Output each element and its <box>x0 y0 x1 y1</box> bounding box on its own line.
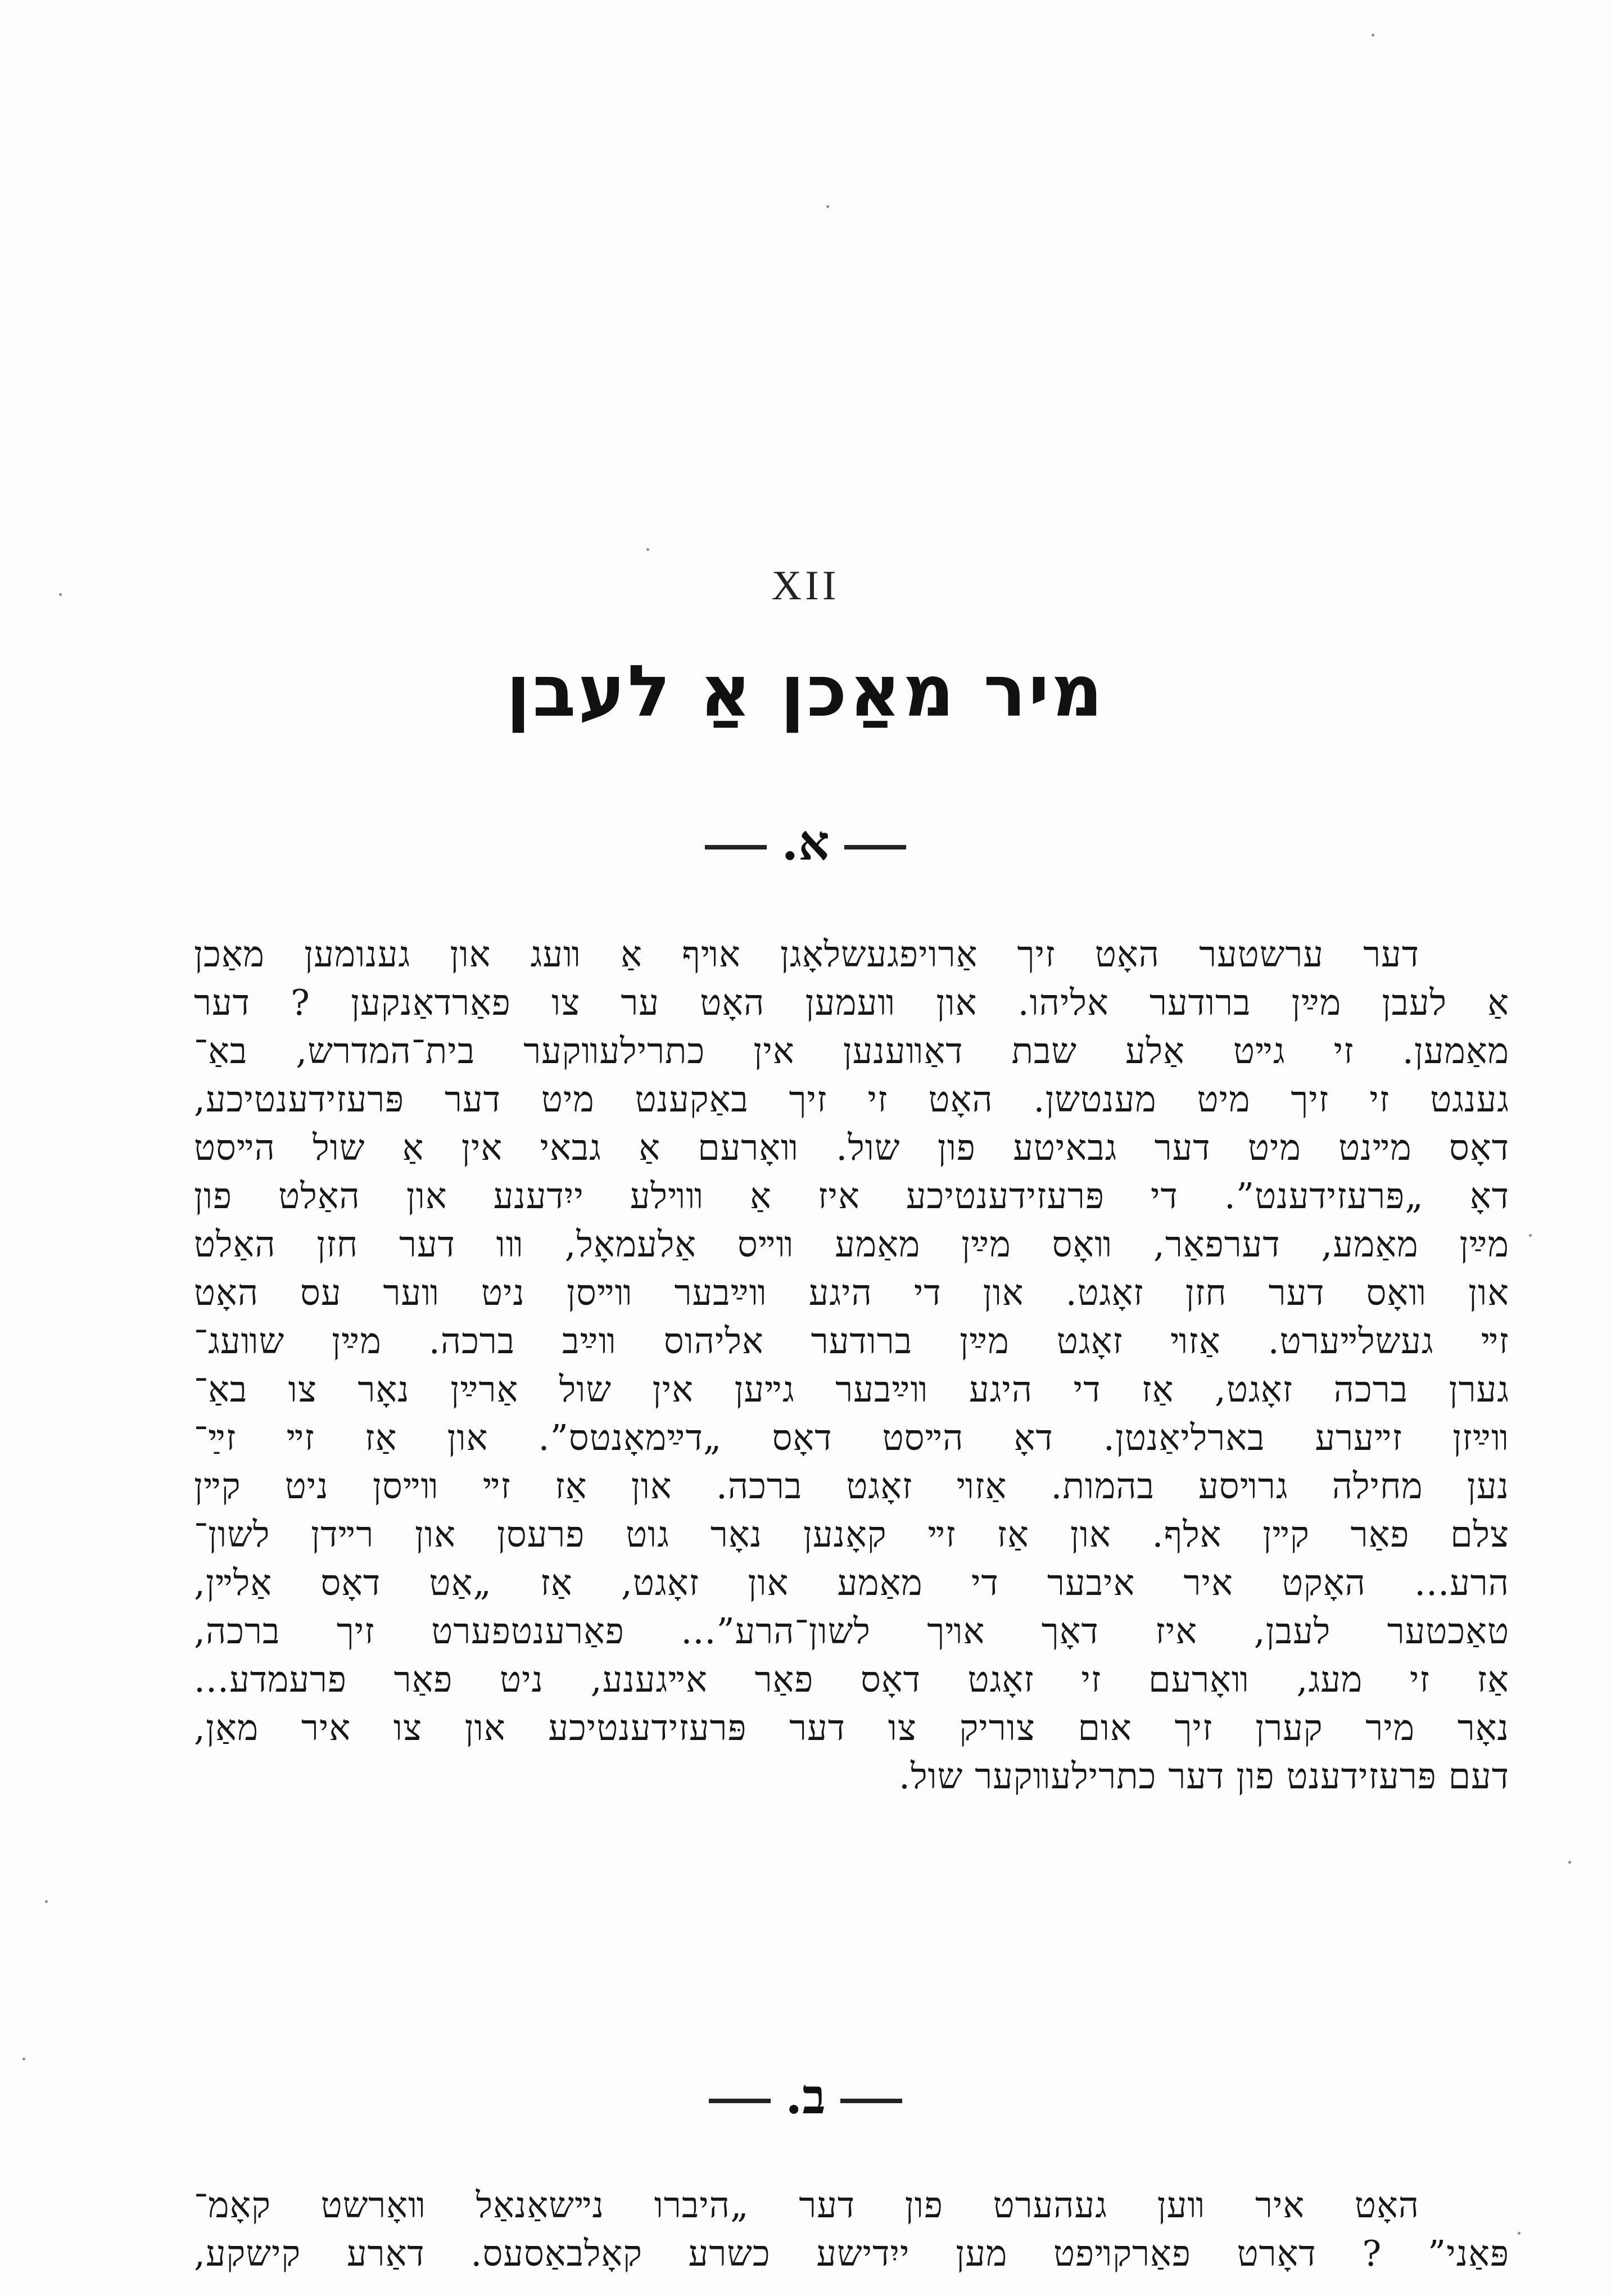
section-marker-b <box>0 2069 1611 2125</box>
text-line: נען מחילה גרױסע בהמות. אַזױ זאָגט ברכה. און אַז זײ װײסן ניט קײן <box>194 1466 1509 1507</box>
scan-speck <box>1372 34 1374 37</box>
scan-speck <box>1529 1234 1532 1237</box>
scan-speck <box>646 548 649 551</box>
paragraph-section-a <box>194 930 1509 1801</box>
text-line: דער ערשטער האָט זיך אַרויפגעשלאָגן אױף אַ װעג און גענומען מאַכן <box>194 934 1419 975</box>
marker-dash <box>844 845 906 849</box>
text-line: אַ לעבן מײַן ברודער אליהו. און װעמען האָט ער צו פאַרדאַנקען ? דער <box>194 982 1509 1023</box>
text-line: אַז זי מעג, װאָרעם זי זאָגט דאָס פאַר אײגענע, ניט פאַר פרעמדע... <box>194 1659 1509 1700</box>
text-line: פּאַני” ? דאָרט פאַרקױפט מען ייִדישע כשרע קאָלבאַסעס. דאַרע קישקע, <box>194 2233 1509 2274</box>
section-marker-label: א. <box>781 815 830 871</box>
section-marker-label: ב. <box>785 2068 826 2125</box>
text-line: דעם פּרעזידענט פון דער כתרילעװקער שול. <box>899 1756 1509 1797</box>
text-line: דאָ „פּרעזידענט”. די פּרעזידענטיכע איז אַ װױלע ייִדענע און האַלט פון <box>194 1176 1509 1217</box>
text-line: דאָס מײנט מיט דער גבאיטע פון שול. װאָרעם אַ גבאי אין אַ שול הײסט <box>194 1127 1509 1168</box>
text-line: מאַמען. זי גײט אַלע שבת דאַװענען אין כתרילעװקער בית־המדרש, באַ־ <box>194 1031 1509 1072</box>
text-line: האָט איר װען געהערט פון דער „היברו נײשאַנאַל װאָרשט קאָמ־ <box>194 2185 1419 2226</box>
scan-speck <box>826 205 829 208</box>
marker-dash <box>705 845 767 849</box>
section-marker-a <box>0 815 1611 871</box>
text-line: נאָר מיר קערן זיך אום צוריק צו דער פּרעזידענטיכע און צו איר מאַן, <box>194 1707 1509 1748</box>
text-line: צלם פאַר קײן אלף. און אַז זײ קאָנען נאָר גוט פרעסן און רײדן לשון־ <box>194 1514 1509 1555</box>
marker-dash <box>840 2099 902 2103</box>
text-line: הרע... האָקט איר איבער די מאַמע און זאָגט, אַז „אַט דאָס אַלײן, <box>194 1562 1509 1603</box>
chapter-number: XII <box>771 563 840 609</box>
scan-speck <box>45 1900 48 1903</box>
chapter-title: מיר מאַכן אַ לעבן <box>506 650 1105 733</box>
text-line: גערן ברכה זאָגט, אַז די היגע װײַבער גײען אין שול אַרײַן נאָר צו באַ־ <box>194 1369 1509 1410</box>
text-line: מײַן מאַמע, דערפאַר, װאָס מײַן מאַמע װײס אַלעמאָל, װו דער חזן האַלט <box>194 1224 1509 1265</box>
paragraph-section-b <box>194 2181 1509 2278</box>
scan-speck <box>1568 1861 1571 1864</box>
text-line: גענגט זי זיך מיט מענטשן. האָט זי זיך באַקענט מיט דער פּרעזידענטיכע, <box>194 1079 1509 1120</box>
text-line: און װאָס דער חזן זאָגט. און די היגע װײַבער װײסן ניט װער עס האָט <box>194 1272 1509 1313</box>
text-line: טאַכטער לעבן, איז דאָך אױך לשון־הרע”... פאַרענטפערט זיך ברכה, <box>194 1611 1509 1652</box>
scan-speck <box>1518 2232 1521 2235</box>
text-line: װײַזן זײערע בארליאַנטן. דאָ הײסט דאָס „דײַמאָנטס”. און אַז זײ זײַ־ <box>194 1417 1509 1458</box>
scan-speck <box>22 2058 25 2060</box>
marker-dash <box>709 2099 771 2103</box>
text-line: זײ געשלײערט. אַזױ זאָגט מײַן ברודער אליהוס װײַב ברכה. מײַן שװעג־ <box>194 1321 1509 1362</box>
